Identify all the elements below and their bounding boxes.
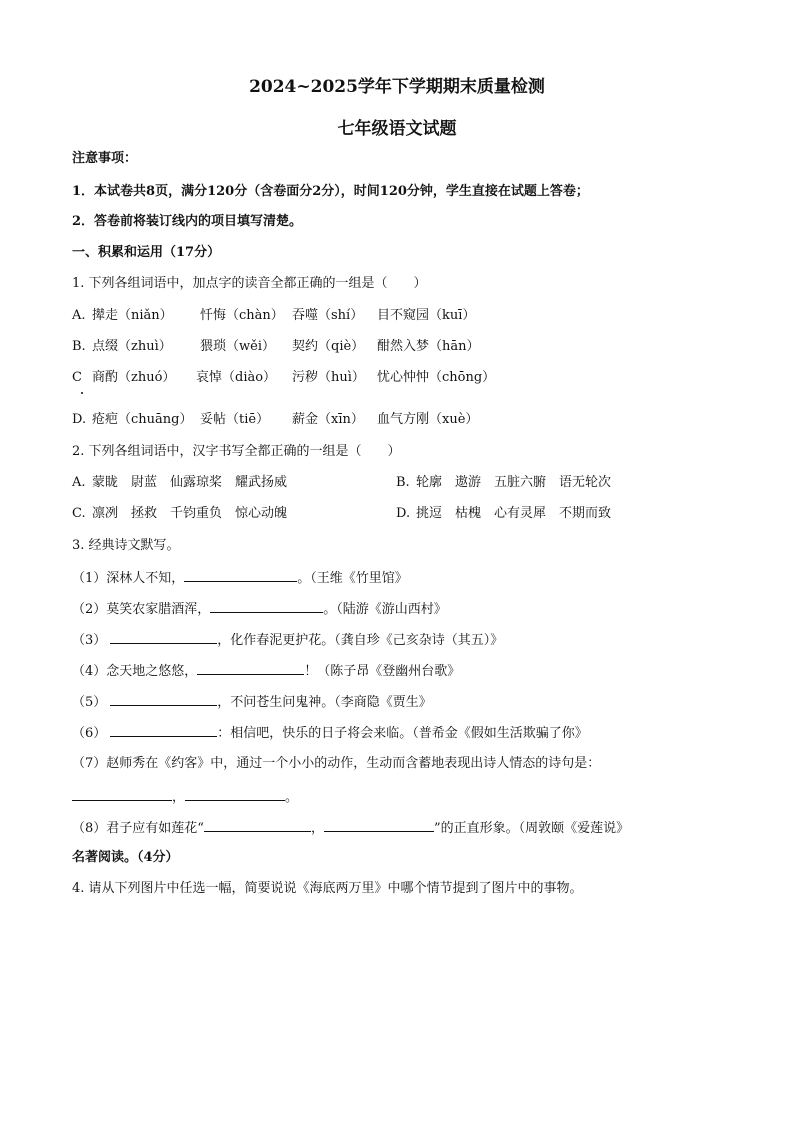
q2-stem: 2. 下列各组词语中，汉字书写全都正确的一组是（ ）	[72, 444, 401, 459]
q1-option-b-word-1: 点缀（zhuì）	[92, 339, 172, 354]
q3-item-5	[72, 692, 432, 712]
exam-subtitle: 七年级语文试题	[337, 119, 457, 139]
q1-option-b-word-2: 猥琐（wěi）	[200, 339, 275, 354]
q1-option-d-word-4: 血气方刚（xuè）	[377, 412, 479, 427]
q1-option-d-word-1: 疮疤（chuāng）	[92, 412, 193, 427]
q1-option-a-word-1: 撵走（niǎn）	[92, 308, 173, 323]
q2-option-b-letter: B.	[396, 475, 410, 490]
q4-stem: 4. 请从下列图片中任选一幅，简要说说《海底两万里》中哪个情节提到了图片中的事物。	[72, 881, 583, 896]
q3-item-7-mid: ，	[172, 790, 186, 805]
q3-item-2-before: 莫笑农家腊酒浑，	[106, 602, 211, 617]
answer-blank[interactable]	[197, 661, 304, 675]
q2-option-c-letter: C.	[72, 506, 86, 521]
q1-option-a-word-4: 目不窥园（kuī）	[377, 308, 476, 323]
q2-option-a-letter: A.	[72, 475, 86, 490]
q2-option-a-text: 蒙眬 尉蓝 仙露琼桨 耀武扬威	[92, 475, 288, 490]
q1-option-b-letter: B.	[72, 339, 86, 354]
q2-option-c-text: 凛冽 拯救 千钧重负 惊心动魄	[92, 506, 288, 521]
q2-option-b-text: 轮廓 遨游 五脏六腑 语无轮次	[416, 475, 612, 490]
stray-dot-mark	[81, 392, 83, 394]
q3-item-1	[72, 568, 408, 588]
q3-item-7-before: 赵师秀在《约客》中，通过一个小小的动作，生动而含蓄地表现出诗人情态的诗句是：	[106, 756, 601, 771]
q3-item-8-after: ”的正直形象。（周敦颐《爱莲说》	[433, 821, 630, 836]
q1-option-c-word-3: 污秽（huì）	[292, 370, 365, 385]
q1-option-a-word-2: 忏悔（chàn）	[200, 308, 284, 323]
q1-option-c-letter: C	[72, 370, 82, 385]
answer-blank[interactable]	[110, 692, 217, 706]
answer-blank[interactable]	[185, 787, 285, 801]
q3-item-1-before: 深林人不知，	[106, 571, 185, 586]
q3-item-2-after: 。（陆游《游山西村》	[323, 602, 447, 617]
q3-item-7-num: （7）	[72, 756, 107, 771]
answer-blank[interactable]	[204, 818, 311, 832]
q3-item-3	[72, 630, 503, 650]
q1-stem: 1. 下列各组词语中，加点字的读音全都正确的一组是（ ）	[72, 276, 427, 291]
q3-item-7-answer-line	[72, 787, 298, 807]
section1-heading: 一、积累和运用（17分）	[72, 245, 221, 260]
q3-item-8-mid: ，	[310, 821, 324, 836]
q1-option-d-word-2: 妥帖（tiē）	[200, 412, 270, 427]
q3-item-8-before: 君子应有如莲花“	[106, 821, 204, 836]
answer-blank[interactable]	[324, 818, 434, 832]
q1-option-d-letter: D.	[72, 412, 87, 427]
q3-item-2	[72, 599, 447, 619]
q3-item-3-num: （3）	[72, 633, 107, 648]
q3-item-4-after: ！（陈子昂《登幽州台歌》	[304, 664, 461, 679]
q3-item-7-after: 。	[285, 790, 299, 805]
q3-item-7	[72, 755, 600, 773]
notice-item-2: 2．答卷前将装订线内的项目填写清楚。	[72, 214, 303, 229]
q3-item-8	[72, 818, 629, 838]
answer-blank[interactable]	[184, 568, 297, 582]
q3-item-6-num: （6）	[72, 726, 107, 741]
answer-blank[interactable]	[210, 599, 323, 613]
q1-option-c-word-4: 忧心忡忡（chōng）	[377, 370, 496, 385]
q1-option-a-letter: A.	[72, 308, 86, 323]
q2-option-d-letter: D.	[396, 506, 411, 521]
q1-option-c-word-1: 商酌（zhuó）	[92, 370, 176, 385]
q3-item-5-num: （5）	[72, 695, 107, 710]
answer-blank[interactable]	[110, 723, 217, 737]
q3-item-8-num: （8）	[72, 821, 107, 836]
q1-option-b-word-3: 契约（qiè）	[292, 339, 365, 354]
section2-heading: 名著阅读。（4分）	[72, 850, 179, 865]
q3-item-3-after: ，化作春泥更护花。（龚自珍《己亥杂诗（其五）》	[217, 633, 504, 648]
q3-item-6-after: ：相信吧，快乐的日子将会来临。（普希金《假如生活欺骗了你》	[217, 726, 588, 741]
q3-stem: 3. 经典诗文默写。	[72, 538, 180, 553]
q3-item-1-num: （1）	[72, 571, 107, 586]
exam-title: 2024~2025学年下学期期末质量检测	[249, 77, 545, 97]
q3-item-4-before: 念天地之悠悠，	[106, 664, 198, 679]
q1-option-a-word-3: 吞噬（shí）	[292, 308, 364, 323]
q3-item-4-num: （4）	[72, 664, 107, 679]
q2-option-d-text: 挑逗 枯槐 心有灵犀 不期而致	[416, 506, 612, 521]
q1-option-b-word-4: 酣然入梦（hān）	[377, 339, 480, 354]
answer-blank[interactable]	[110, 630, 217, 644]
notice-item-1: 1．本试卷共8页，满分120分（含卷面分2分），时间120分钟，学生直接在试题上答卷；	[72, 184, 589, 199]
q1-option-d-word-3: 薪金（xīn）	[292, 412, 364, 427]
q3-item-6	[72, 723, 588, 743]
q3-item-1-after: 。（王维《竹里馆》	[297, 571, 408, 586]
q3-item-4	[72, 661, 460, 681]
q3-item-2-num: （2）	[72, 602, 107, 617]
answer-blank[interactable]	[72, 787, 172, 801]
q3-item-5-after: ，不问苍生问鬼神。（李商隐《贾生》	[217, 695, 432, 710]
notice-heading: 注意事项：	[72, 151, 138, 166]
q1-option-c-word-2: 哀悼（diào）	[196, 370, 277, 385]
